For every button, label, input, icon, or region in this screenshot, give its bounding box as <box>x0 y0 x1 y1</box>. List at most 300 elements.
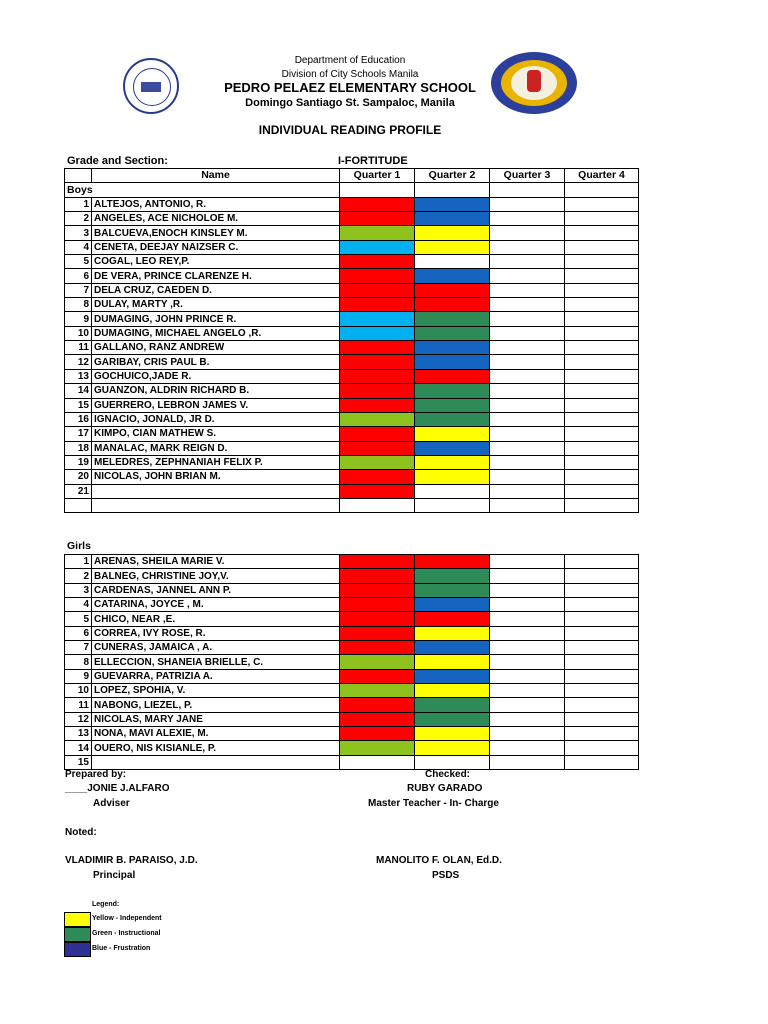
row-number: 4 <box>65 240 92 254</box>
table-row <box>65 197 639 211</box>
quarter-3-cell <box>490 369 565 383</box>
table-row <box>65 727 639 741</box>
quarter-1-cell <box>340 355 415 369</box>
student-name: MANALAC, MARK REIGN D. <box>92 441 340 455</box>
quarter-1-cell <box>340 240 415 254</box>
table-row <box>65 369 639 383</box>
quarter-2-cell <box>415 741 490 755</box>
quarter-3-cell <box>490 355 565 369</box>
table-row <box>65 741 639 755</box>
quarter-2-cell <box>415 498 490 512</box>
quarter-2-cell <box>415 669 490 683</box>
table-row <box>65 283 639 297</box>
girls-reading-table <box>64 554 639 770</box>
school-address: Domingo Santiago St. Sampaloc, Manila <box>245 97 455 109</box>
quarter-2-cell <box>415 470 490 484</box>
student-name <box>92 755 340 769</box>
quarter-4-cell <box>565 470 639 484</box>
table-row <box>65 569 639 583</box>
quarter-4-cell <box>565 341 639 355</box>
quarter-2-cell <box>415 240 490 254</box>
student-name: ALTEJOS, ANTONIO, R. <box>92 197 340 211</box>
quarter-1-cell <box>340 341 415 355</box>
quarter-4-cell <box>565 712 639 726</box>
quarter-4-cell <box>565 255 639 269</box>
checked-label: Checked: <box>425 769 471 780</box>
table-row <box>65 598 639 612</box>
quarter-1-cell <box>340 555 415 569</box>
student-name: DUMAGING, MICHAEL ANGELO ,R. <box>92 326 340 340</box>
row-number: 6 <box>65 269 92 283</box>
row-number: 8 <box>65 298 92 312</box>
quarter-1-cell <box>340 484 415 498</box>
cell <box>565 183 639 197</box>
student-name <box>92 484 340 498</box>
quarter-4-cell <box>565 355 639 369</box>
quarter-2-cell <box>415 341 490 355</box>
row-number: 17 <box>65 427 92 441</box>
quarter-1-cell <box>340 612 415 626</box>
quarter-2-cell <box>415 197 490 211</box>
girls-label: Girls <box>67 540 91 552</box>
column-header: Quarter 2 <box>415 169 490 183</box>
row-number: 16 <box>65 412 92 426</box>
quarter-4-cell <box>565 612 639 626</box>
cell <box>415 183 490 197</box>
quarter-4-cell <box>565 669 639 683</box>
quarter-3-cell <box>490 727 565 741</box>
boys-label: Boys <box>65 183 340 197</box>
quarter-4-cell <box>565 398 639 412</box>
quarter-3-cell <box>490 712 565 726</box>
row-number: 1 <box>65 555 92 569</box>
quarter-4-cell <box>565 283 639 297</box>
preparer-name: ____JONIE J.ALFARO <box>65 783 170 794</box>
quarter-3-cell <box>490 655 565 669</box>
quarter-4-cell <box>565 240 639 254</box>
student-name: GALLANO, RANZ ANDREW <box>92 341 340 355</box>
legend-title: Legend: <box>92 901 120 908</box>
column-header: Quarter 1 <box>340 169 415 183</box>
quarter-1-cell <box>340 312 415 326</box>
student-name: BALCUEVA,ENOCH KINSLEY M. <box>92 226 340 240</box>
quarter-2-cell <box>415 312 490 326</box>
student-name: DELA CRUZ, CAEDEN D. <box>92 283 340 297</box>
quarter-1-cell <box>340 641 415 655</box>
quarter-2-cell <box>415 226 490 240</box>
table-row <box>65 712 639 726</box>
student-name: NABONG, LIEZEL, P. <box>92 698 340 712</box>
quarter-2-cell <box>415 626 490 640</box>
quarter-2-cell <box>415 755 490 769</box>
quarter-3-cell <box>490 412 565 426</box>
quarter-4-cell <box>565 312 639 326</box>
table-row <box>65 298 639 312</box>
quarter-2-cell <box>415 326 490 340</box>
student-name: CARDENAS, JANNEL ANN P. <box>92 583 340 597</box>
student-name: DUMAGING, JOHN PRINCE R. <box>92 312 340 326</box>
table-row <box>65 455 639 469</box>
row-number: 5 <box>65 255 92 269</box>
row-number: 9 <box>65 312 92 326</box>
table-header-row <box>65 169 639 183</box>
column-header: Name <box>92 169 340 183</box>
quarter-1-cell <box>340 470 415 484</box>
student-name: NONA, MAVI ALEXIE, M. <box>92 727 340 741</box>
quarter-1-cell <box>340 455 415 469</box>
quarter-3-cell <box>490 484 565 498</box>
quarter-3-cell <box>490 298 565 312</box>
quarter-3-cell <box>490 741 565 755</box>
row-number: 6 <box>65 626 92 640</box>
quarter-1-cell <box>340 369 415 383</box>
page-title: INDIVIDUAL READING PROFILE <box>258 123 442 137</box>
table-row <box>65 212 639 226</box>
quarter-4-cell <box>565 269 639 283</box>
quarter-2-cell <box>415 583 490 597</box>
table-row <box>65 626 639 640</box>
quarter-3-cell <box>490 498 565 512</box>
student-name: COGAL, LEO REY,P. <box>92 255 340 269</box>
row-number: 19 <box>65 455 92 469</box>
row-number: 11 <box>65 341 92 355</box>
quarter-3-cell <box>490 612 565 626</box>
student-name: ANGELES, ACE NICHOLOE M. <box>92 212 340 226</box>
row-number: 14 <box>65 384 92 398</box>
row-number: 15 <box>65 755 92 769</box>
table-row <box>65 470 639 484</box>
student-name: ELLECCION, SHANEIA BRIELLE, C. <box>92 655 340 669</box>
student-name: CHICO, NEAR ,E. <box>92 612 340 626</box>
quarter-4-cell <box>565 298 639 312</box>
row-number: 14 <box>65 741 92 755</box>
quarter-4-cell <box>565 626 639 640</box>
row-number: 10 <box>65 684 92 698</box>
quarter-3-cell <box>490 598 565 612</box>
boys-section-row <box>65 183 639 197</box>
quarter-1-cell <box>340 441 415 455</box>
quarter-2-cell <box>415 455 490 469</box>
quarter-1-cell <box>340 226 415 240</box>
quarter-3-cell <box>490 240 565 254</box>
table-row <box>65 269 639 283</box>
preparer-role: Adviser <box>93 798 130 809</box>
quarter-4-cell <box>565 598 639 612</box>
column-header: Quarter 3 <box>490 169 565 183</box>
quarter-1-cell <box>340 255 415 269</box>
student-name: CATARINA, JOYCE , M. <box>92 598 340 612</box>
table-row <box>65 355 639 369</box>
quarter-1-cell <box>340 684 415 698</box>
quarter-4-cell <box>565 655 639 669</box>
quarter-1-cell <box>340 398 415 412</box>
quarter-1-cell <box>340 755 415 769</box>
quarter-3-cell <box>490 684 565 698</box>
quarter-2-cell <box>415 684 490 698</box>
student-name: NICOLAS, MARY JANE <box>92 712 340 726</box>
section-value: I-FORTITUDE <box>338 155 408 167</box>
school-name: PEDRO PELAEZ ELEMENTARY SCHOOL <box>224 80 476 95</box>
cell <box>490 183 565 197</box>
row-number: 18 <box>65 441 92 455</box>
quarter-4-cell <box>565 412 639 426</box>
table-row <box>65 583 639 597</box>
student-name: GUERRERO, LEBRON JAMES V. <box>92 398 340 412</box>
quarter-1-cell <box>340 298 415 312</box>
row-number: 2 <box>65 212 92 226</box>
quarter-2-cell <box>415 427 490 441</box>
principal-role: Principal <box>93 870 136 881</box>
quarter-3-cell <box>490 212 565 226</box>
quarter-3-cell <box>490 312 565 326</box>
quarter-4-cell <box>565 326 639 340</box>
student-name <box>92 498 340 512</box>
noted-label: Noted: <box>65 827 97 838</box>
quarter-2-cell <box>415 384 490 398</box>
table-row <box>65 412 639 426</box>
cell <box>340 183 415 197</box>
quarter-1-cell <box>340 669 415 683</box>
quarter-3-cell <box>490 384 565 398</box>
row-number: 7 <box>65 283 92 297</box>
quarter-2-cell <box>415 484 490 498</box>
quarter-2-cell <box>415 369 490 383</box>
department-label: Department of Education <box>294 55 406 66</box>
row-number: 7 <box>65 641 92 655</box>
quarter-1-cell <box>340 197 415 211</box>
quarter-1-cell <box>340 326 415 340</box>
quarter-3-cell <box>490 569 565 583</box>
quarter-2-cell <box>415 641 490 655</box>
quarter-1-cell <box>340 698 415 712</box>
student-name: KIMPO, CIAN MATHEW S. <box>92 427 340 441</box>
quarter-1-cell <box>340 412 415 426</box>
quarter-4-cell <box>565 441 639 455</box>
quarter-3-cell <box>490 269 565 283</box>
quarter-4-cell <box>565 583 639 597</box>
table-row <box>65 655 639 669</box>
prepared-by-label: Prepared by: <box>65 769 127 780</box>
quarter-3-cell <box>490 669 565 683</box>
student-name: IGNACIO, JONALD, JR D. <box>92 412 340 426</box>
quarter-4-cell <box>565 484 639 498</box>
quarter-4-cell <box>565 727 639 741</box>
quarter-1-cell <box>340 712 415 726</box>
row-number: 13 <box>65 369 92 383</box>
quarter-4-cell <box>565 427 639 441</box>
quarter-2-cell <box>415 612 490 626</box>
quarter-3-cell <box>490 455 565 469</box>
quarter-1-cell <box>340 283 415 297</box>
quarter-4-cell <box>565 498 639 512</box>
checker-role: Master Teacher - In- Charge <box>368 798 499 809</box>
quarter-1-cell <box>340 626 415 640</box>
student-name: GUANZON, ALDRIN RICHARD B. <box>92 384 340 398</box>
psds-role: PSDS <box>432 870 460 881</box>
quarter-3-cell <box>490 326 565 340</box>
table-row <box>65 484 639 498</box>
table-row <box>65 698 639 712</box>
student-name: CENETA, DEEJAY NAIZSER C. <box>92 240 340 254</box>
table-row <box>65 341 639 355</box>
quarter-2-cell <box>415 355 490 369</box>
quarter-2-cell <box>415 598 490 612</box>
row-number: 10 <box>65 326 92 340</box>
quarter-3-cell <box>490 255 565 269</box>
grade-section-label: Grade and Section: <box>67 155 168 167</box>
student-name: NICOLAS, JOHN BRIAN M. <box>92 470 340 484</box>
table-row <box>65 226 639 240</box>
quarter-4-cell <box>565 455 639 469</box>
table-row <box>65 384 639 398</box>
row-number: 21 <box>65 484 92 498</box>
row-number <box>65 498 92 512</box>
table-row <box>65 441 639 455</box>
quarter-1-cell <box>340 655 415 669</box>
row-number: 12 <box>65 355 92 369</box>
row-number: 4 <box>65 598 92 612</box>
quarter-1-cell <box>340 427 415 441</box>
quarter-4-cell <box>565 741 639 755</box>
table-row <box>65 255 639 269</box>
row-number: 9 <box>65 669 92 683</box>
principal-name: VLADIMIR B. PARAISO, J.D. <box>65 855 198 866</box>
quarter-3-cell <box>490 755 565 769</box>
legend-yellow-label: Yellow - Independent <box>92 915 162 922</box>
boys-reading-table <box>64 168 639 513</box>
quarter-1-cell <box>340 598 415 612</box>
quarter-4-cell <box>565 369 639 383</box>
quarter-4-cell <box>565 197 639 211</box>
checker-name: RUBY GARADO <box>407 783 483 794</box>
table-row <box>65 498 639 512</box>
quarter-1-cell <box>340 212 415 226</box>
table-row <box>65 555 639 569</box>
division-label: Division of City Schools Manila <box>281 69 419 80</box>
student-name: MELEDRES, ZEPHNANIAH FELIX P. <box>92 455 340 469</box>
header-cell-blank <box>65 169 92 183</box>
quarter-2-cell <box>415 712 490 726</box>
student-name: OUERO, NIS KISIANLE, P. <box>92 741 340 755</box>
quarter-3-cell <box>490 555 565 569</box>
student-name: BALNEG, CHRISTINE JOY,V. <box>92 569 340 583</box>
row-number: 20 <box>65 470 92 484</box>
table-row <box>65 326 639 340</box>
quarter-2-cell <box>415 255 490 269</box>
quarter-3-cell <box>490 427 565 441</box>
quarter-2-cell <box>415 269 490 283</box>
student-name: LOPEZ, SPOHIA, V. <box>92 684 340 698</box>
table-row <box>65 684 639 698</box>
student-name: GUEVARRA, PATRIZIA A. <box>92 669 340 683</box>
quarter-1-cell <box>340 569 415 583</box>
quarter-3-cell <box>490 470 565 484</box>
quarter-2-cell <box>415 555 490 569</box>
quarter-2-cell <box>415 283 490 297</box>
legend-yellow-swatch <box>64 912 91 927</box>
quarter-4-cell <box>565 212 639 226</box>
legend-green-swatch <box>64 927 91 942</box>
student-name: DE VERA, PRINCE CLARENZE H. <box>92 269 340 283</box>
quarter-2-cell <box>415 441 490 455</box>
table-row <box>65 755 639 769</box>
row-number: 8 <box>65 655 92 669</box>
quarter-3-cell <box>490 626 565 640</box>
table-row <box>65 240 639 254</box>
row-number: 1 <box>65 197 92 211</box>
quarter-4-cell <box>565 384 639 398</box>
quarter-3-cell <box>490 698 565 712</box>
student-name: ARENAS, SHEILA MARIE V. <box>92 555 340 569</box>
row-number: 12 <box>65 712 92 726</box>
quarter-3-cell <box>490 641 565 655</box>
quarter-4-cell <box>565 555 639 569</box>
quarter-1-cell <box>340 384 415 398</box>
quarter-4-cell <box>565 569 639 583</box>
table-row <box>65 398 639 412</box>
table-row <box>65 641 639 655</box>
quarter-4-cell <box>565 641 639 655</box>
row-number: 3 <box>65 583 92 597</box>
row-number: 5 <box>65 612 92 626</box>
quarter-1-cell <box>340 727 415 741</box>
row-number: 11 <box>65 698 92 712</box>
quarter-4-cell <box>565 698 639 712</box>
quarter-4-cell <box>565 684 639 698</box>
student-name: GOCHUICO,JADE R. <box>92 369 340 383</box>
quarter-1-cell <box>340 583 415 597</box>
student-name: GARIBAY, CRIS PAUL B. <box>92 355 340 369</box>
quarter-2-cell <box>415 212 490 226</box>
quarter-1-cell <box>340 269 415 283</box>
quarter-2-cell <box>415 655 490 669</box>
quarter-3-cell <box>490 583 565 597</box>
quarter-2-cell <box>415 727 490 741</box>
table-row <box>65 669 639 683</box>
quarter-1-cell <box>340 498 415 512</box>
row-number: 15 <box>65 398 92 412</box>
quarter-2-cell <box>415 298 490 312</box>
row-number: 2 <box>65 569 92 583</box>
legend-green-label: Green - Instructional <box>92 930 161 937</box>
quarter-3-cell <box>490 283 565 297</box>
quarter-3-cell <box>490 441 565 455</box>
quarter-3-cell <box>490 197 565 211</box>
table-row <box>65 312 639 326</box>
row-number: 13 <box>65 727 92 741</box>
legend-blue-label: Blue - Frustration <box>92 945 151 952</box>
quarter-4-cell <box>565 755 639 769</box>
quarter-2-cell <box>415 398 490 412</box>
quarter-3-cell <box>490 398 565 412</box>
student-name: DULAY, MARTY ,R. <box>92 298 340 312</box>
psds-name: MANOLITO F. OLAN, Ed.D. <box>376 855 502 866</box>
legend-blue-swatch <box>64 942 91 957</box>
quarter-3-cell <box>490 226 565 240</box>
student-name: CUNERAS, JAMAICA , A. <box>92 641 340 655</box>
quarter-4-cell <box>565 226 639 240</box>
quarter-2-cell <box>415 569 490 583</box>
student-name: CORREA, IVY ROSE, R. <box>92 626 340 640</box>
quarter-2-cell <box>415 412 490 426</box>
quarter-1-cell <box>340 741 415 755</box>
table-row <box>65 612 639 626</box>
column-header: Quarter 4 <box>565 169 639 183</box>
quarter-3-cell <box>490 341 565 355</box>
table-row <box>65 427 639 441</box>
row-number: 3 <box>65 226 92 240</box>
quarter-2-cell <box>415 698 490 712</box>
